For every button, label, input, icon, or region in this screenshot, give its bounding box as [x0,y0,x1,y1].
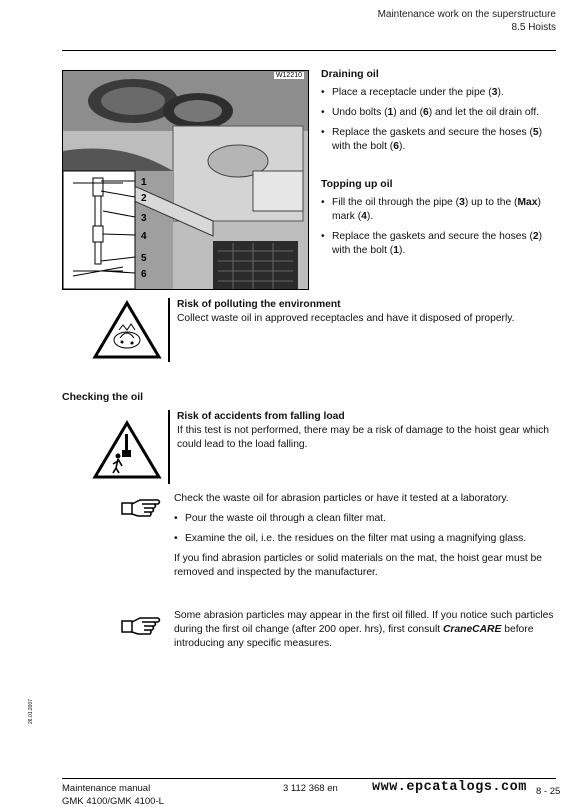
hoist-photo-drawing [63,71,308,289]
topping-heading: Topping up oil [321,178,393,190]
bullet-dot: • [174,513,178,524]
bullet-dot: • [321,87,325,98]
page-header [378,8,556,34]
warning-divider [168,298,170,362]
footer-rule [62,778,556,779]
figure-code: W12210 [275,72,302,79]
bullet-dot: • [321,107,325,118]
cranecare-brand: CraneCARE [443,624,502,635]
pointing-hand-icon [118,494,162,520]
topping-step-1: • Fill the oil through the pipe (3) up to the (Max) mark (4). [321,197,541,222]
callout-3: 3 [141,213,147,224]
watermark: www.epcatalogs.com [372,780,527,795]
footer-doc-number: 3 112 368 en [283,783,338,794]
header-title: Maintenance work on the superstructure [377,9,556,20]
note1-paragraph: If you find abrasion particles or solid materials on the mat, the hoist gear must be removed and inspected by the manufacturer. [174,553,543,578]
note1-step-2: • Examine the oil, i.e. the residues on the filter mat using a magnifying glass. [174,533,527,544]
environment-warning-icon [92,300,162,360]
draining-step-3: • Replace the gaskets and secure the hoses (5) with the bolt (6). [321,127,543,152]
env-warning-text: Collect waste oil in approved receptacles and have it disposed of properly. [177,313,515,324]
callout-5: 5 [141,253,147,264]
note1-text: Check the waste oil for abrasion particles or have it tested at a laboratory. [174,493,509,504]
load-warning-title: Risk of accidents from falling load [177,411,345,422]
note-checking [174,492,558,580]
env-warning-title: Risk of polluting the environment [177,299,341,310]
topping-section [321,178,557,258]
callout-1: 1 [141,177,147,188]
footer-model: GMK 4100/GMK 4100-L [62,796,164,807]
callout-4: 4 [141,231,147,242]
side-date: 26.01.2007 [28,698,34,724]
note1-step-1: • Pour the waste oil through a clean filter mat. [174,513,386,524]
load-warning-text: If this test is not performed, there may be a risk of damage to the hoist gear which could lead to the load falling. [177,425,550,450]
page-number: 8 - 25 [536,786,561,797]
callout-6: 6 [141,269,147,280]
callout-2: 2 [141,193,147,204]
hoist-photo [62,70,309,290]
topping-step-2: • Replace the gaskets and secure the hoses (2) with the bolt (1). [321,231,543,256]
draining-section [321,68,557,154]
warning-divider [168,410,170,484]
bullet-dot: • [321,197,325,208]
draining-step-1: • Place a receptacle under the pipe (3). [321,87,504,98]
load-warning [177,410,561,452]
bullet-dot: • [174,533,178,544]
note-first-oil: Some abrasion particles may appear in the first oil filled. If you notice such particles during the first oil change (after 200 oper. hrs), first consult CraneCARE before introducing any specific measures. [174,610,554,649]
checking-heading: Checking the oil [62,391,144,403]
environment-warning [177,298,561,326]
draining-heading: Draining oil [321,68,379,80]
bullet-dot: • [321,127,325,138]
header-rule [62,50,556,51]
bullet-dot: • [321,231,325,242]
header-section: 8.5 Hoists [511,22,556,33]
pointing-hand-icon [118,612,162,638]
falling-load-warning-icon [92,420,162,480]
footer-manual: Maintenance manual [62,783,151,794]
draining-step-2: • Undo bolts (1) and (6) and let the oil drain off. [321,107,540,118]
